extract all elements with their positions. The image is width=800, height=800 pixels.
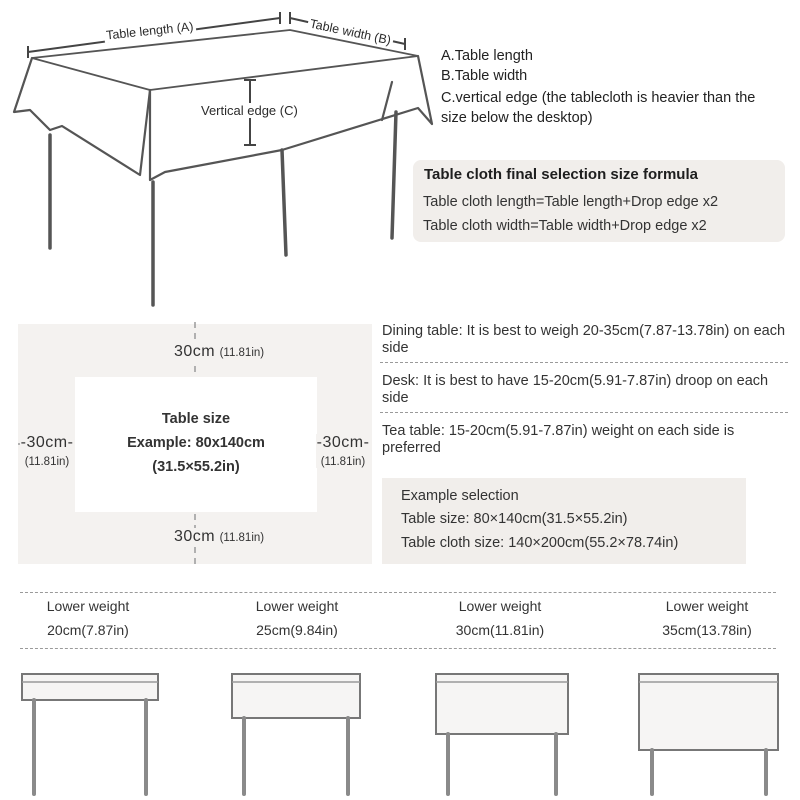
drop-section-divider bbox=[20, 592, 776, 593]
drop-table-25cm bbox=[232, 674, 360, 718]
drop-option-value: 35cm(13.78in) bbox=[662, 622, 752, 638]
drop-table-35cm bbox=[639, 674, 778, 750]
bottom-drop-label bbox=[171, 528, 267, 546]
table-size-example-in: (31.5×55.2in) bbox=[152, 459, 240, 475]
bottom-drop-in: (11.81in) bbox=[219, 532, 265, 544]
right-drop-label bbox=[316, 434, 370, 468]
formula-title: Table cloth final selection size formula bbox=[424, 166, 698, 183]
top-drop-in: (11.81in) bbox=[219, 347, 265, 359]
label-table-length: Table length (A) bbox=[105, 19, 195, 43]
example-table-size: Table size: 80×140cm(31.5×55.2in) bbox=[401, 511, 628, 527]
example-title: Example selection bbox=[401, 488, 519, 504]
right-drop-in: (11.81in) bbox=[320, 456, 366, 468]
legend-c-line1: C.vertical edge (the tablecloth is heavier than the bbox=[441, 90, 756, 106]
drop-option-value: 30cm(11.81in) bbox=[455, 622, 545, 638]
drop-option-label: Lower weight bbox=[458, 598, 542, 614]
left-drop-cm: -30cm- bbox=[20, 434, 74, 451]
drop-option-label: Lower weight bbox=[46, 598, 130, 614]
table-size-title: Table size bbox=[161, 411, 231, 427]
drop-option-label: Lower weight bbox=[665, 598, 749, 614]
tip-divider bbox=[380, 362, 788, 363]
tip-tea-table: Tea table: 15-20cm(5.91-7.87in) weight on each side is preferred bbox=[382, 423, 735, 456]
left-drop-in: (11.81in) bbox=[24, 456, 70, 468]
drop-section-divider bbox=[20, 648, 776, 649]
label-table-width: Table width (B) bbox=[308, 16, 393, 48]
top-drop-label bbox=[171, 343, 267, 361]
tip-desk: Desk: It is best to have 15-20cm(5.91-7.87in) droop on each side bbox=[382, 373, 769, 406]
tip-divider bbox=[380, 412, 788, 413]
table-size-example: Example: 80x140cm bbox=[127, 435, 265, 451]
formula-width: Table cloth width=Table width+Drop edge x2 bbox=[423, 218, 707, 234]
tip-dining-table: Dining table: It is best to weigh 20-35cm(7.87-13.78in) on each side bbox=[382, 323, 786, 356]
drop-table-20cm bbox=[22, 674, 158, 700]
drop-table-illustrations bbox=[0, 660, 800, 800]
example-cloth-size: Table cloth size: 140×200cm(55.2×78.74in) bbox=[401, 535, 679, 551]
left-drop-label bbox=[20, 434, 74, 468]
drop-option-value: 20cm(7.87in) bbox=[47, 622, 129, 638]
right-drop-cm: -30cm- bbox=[316, 434, 370, 451]
drop-option-label: Lower weight bbox=[255, 598, 339, 614]
label-vertical-edge: Vertical edge (C) bbox=[201, 103, 298, 118]
top-drop-cm: 30cm bbox=[174, 343, 216, 360]
drop-table-30cm bbox=[436, 674, 568, 734]
bottom-drop-cm: 30cm bbox=[174, 528, 216, 545]
legend-b: B.Table width bbox=[441, 68, 528, 84]
legend-a: A.Table length bbox=[441, 48, 533, 64]
drop-option-value: 25cm(9.84in) bbox=[256, 622, 338, 638]
table-illustration bbox=[0, 0, 440, 320]
legend-c-line2: size below the desktop) bbox=[441, 110, 593, 126]
formula-length: Table cloth length=Table length+Drop edge x2 bbox=[423, 194, 719, 210]
